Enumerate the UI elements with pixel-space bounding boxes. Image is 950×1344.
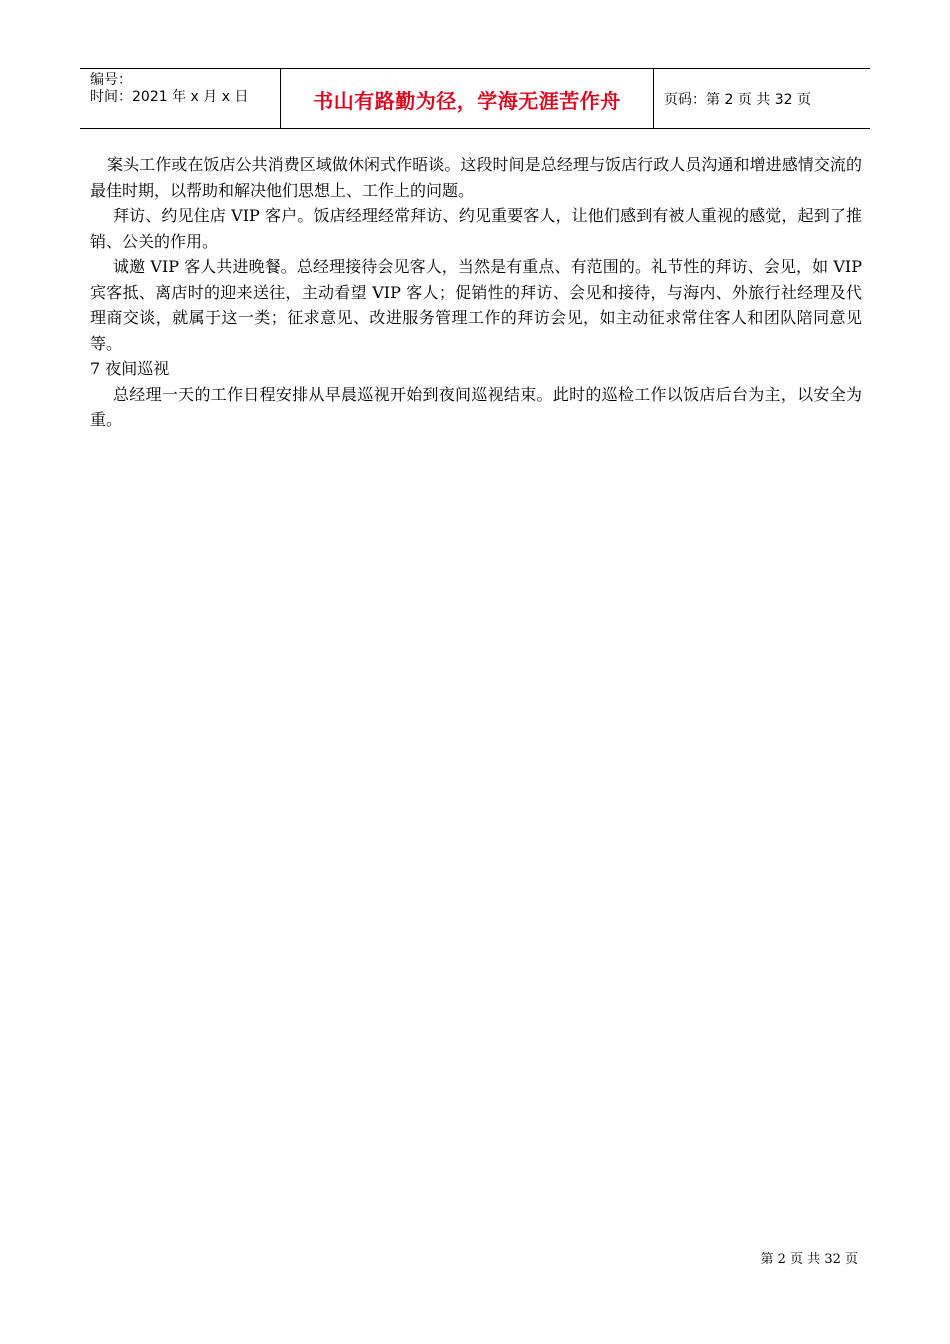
- document-body: [90, 152, 862, 433]
- header-motto: 书山有路勤为径，学海无涯苦作舟: [313, 89, 621, 113]
- body-paragraph: 诚邀 VIP 客人共进晚餐。总经理接待会见客人，当然是有重点、有范围的。礼节性的拜访、会见，如 VIP 宾客抵、离店时的迎来送往，主动看望 VIP 客人；促销性的拜访、会见和接待，与海内、外旅行社经理及代理商交谈，就属于这一类；征求意见、改进服务管理工作的拜访会见，如主动征求常住客人和团队陪同意见等。: [90, 257, 862, 353]
- body-paragraph: 拜访、约见住店 VIP 客户。饭店经理经常拜访、约见重要客人，让他们感到有被人重视的感觉，起到了推销、公关的作用。: [90, 206, 862, 251]
- header-date-label: 时间：2021 年 x 月 x 日: [90, 89, 249, 105]
- footer-page-number: 第 2 页 共 32 页: [760, 1252, 858, 1267]
- section-paragraph: 总经理一天的工作日程安排从早晨巡视开始到夜间巡视结束。此时的巡检工作以饭店后台为主，以安全为重。: [90, 384, 862, 429]
- header-page-label: 页码：第 2 页 共 32 页: [664, 91, 811, 108]
- document-header: [80, 68, 870, 129]
- header-number-label: 编号：: [90, 72, 132, 88]
- section-heading: 7 夜间巡视: [90, 359, 170, 378]
- header-motto-cell: [281, 69, 654, 128]
- header-page-cell: [654, 69, 870, 128]
- header-meta-cell: [80, 69, 281, 128]
- body-paragraph: 案头工作或在饭店公共消费区域做休闲式作晤谈。这段时间是总经理与饭店行政人员沟通和增进感情交流的最佳时期，以帮助和解决他们思想上、工作上的问题。: [90, 155, 862, 200]
